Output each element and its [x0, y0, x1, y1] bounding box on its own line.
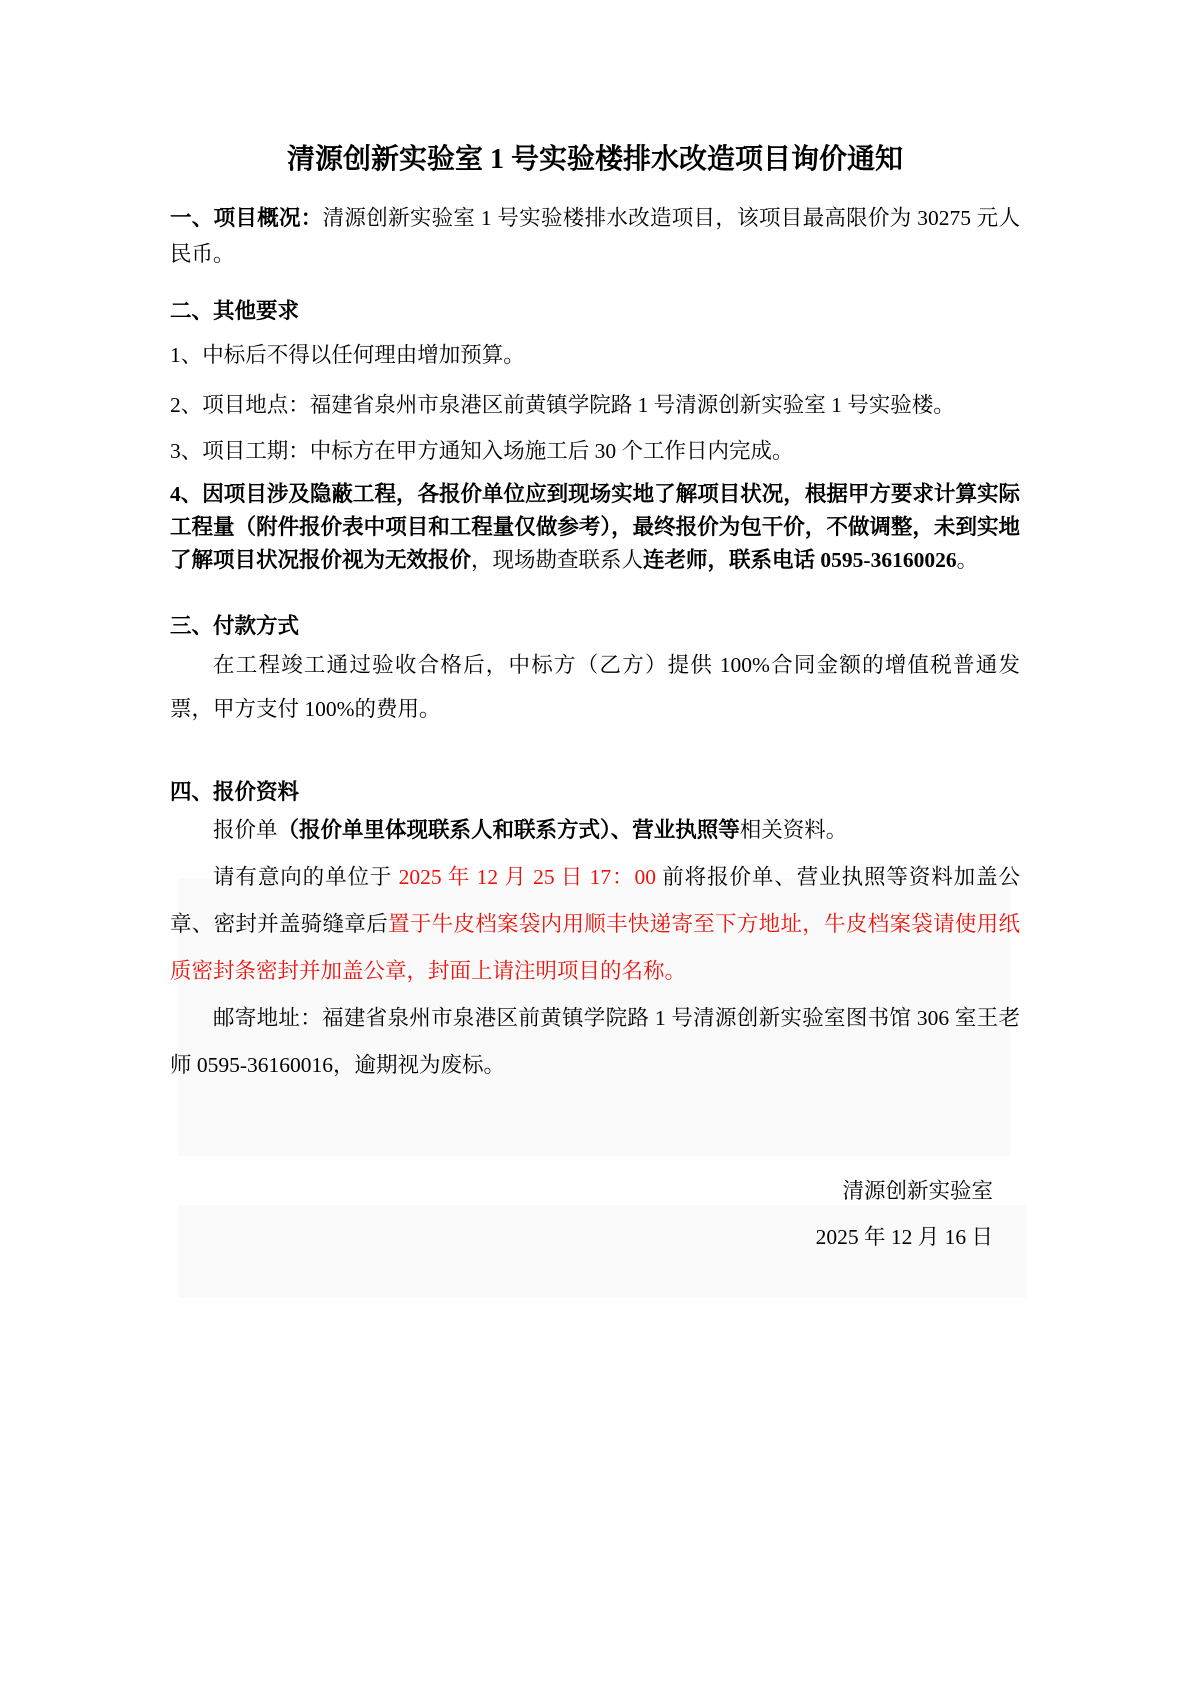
text-run: ，现场勘查联系人	[471, 548, 644, 572]
text-run: 。	[956, 548, 979, 572]
text-run: 1、中标后不得以任何理由增加预算。	[170, 343, 525, 367]
section2-heading: 二、其他要求	[170, 299, 300, 323]
text-run: （报价单里体现联系人和联系方式）、营业执照等	[277, 818, 740, 842]
text-run: 清源创新实验室 1 号实验楼排水改造项目，该项目最高限价为 30275 元人民币。	[170, 206, 1020, 266]
text-run: 在工程竣工通过验收合格后，中标方（乙方）提供 100%合同金额的增值税普通发票，甲方支付 100%的费用。	[170, 653, 1020, 721]
signature-organization: 清源创新实验室	[842, 1179, 993, 1203]
section3-heading: 三、付款方式	[170, 614, 300, 638]
document-content	[170, 0, 1020, 1257]
section4-materials-paragraph	[170, 807, 1020, 854]
text-run: 2、项目地点：福建省泉州市泉港区前黄镇学院路 1 号清源创新实验室 1 号实验楼。	[170, 393, 955, 417]
text-run: 4、因项目涉及隐蔽工程，各报价单位应到现场实地了解项目状况，根据甲方要求计算实际工程量（附件报价表中项目和工程量仅做参考），最终报价为包干价，不做调整，未到实地了解项目状况报价视为无效报价	[170, 482, 1020, 572]
text-run: 请有意向的单位于	[213, 865, 399, 889]
section1-overview-paragraph	[170, 200, 1020, 272]
section2-item2	[170, 382, 1020, 428]
text-run: 连老师，联系电话 0595-36160026	[643, 548, 957, 572]
text-run: 2025 年 12 月 25 日 17：00	[398, 865, 663, 889]
section4-mailing-address-paragraph	[170, 995, 1020, 1089]
section3-payment-paragraph	[170, 643, 1020, 731]
text-run: 报价单	[213, 818, 278, 842]
document-title: 清源创新实验室 1 号实验楼排水改造项目询价通知	[286, 144, 903, 175]
section4-deadline-paragraph	[170, 854, 1020, 995]
signature-date: 2025 年 12 月 16 日	[815, 1225, 993, 1249]
text-run: 一、项目概况：	[170, 206, 323, 230]
text-run: 置于牛皮档案袋内用顺丰快递寄至下方地址，牛皮档案袋请使用纸质密封条密封并加盖公章，封面上请注明项目的名称。	[170, 912, 1020, 983]
text-run: 前将报价单、营业执照等资料加盖公章、密封并盖骑缝章后	[170, 865, 1020, 936]
section2-item1	[170, 332, 1020, 378]
section4-heading: 四、报价资料	[170, 780, 300, 804]
section2-item4	[170, 478, 1020, 577]
text-run: 邮寄地址：福建省泉州市泉港区前黄镇学院路 1 号清源创新实验室图书馆 306 室王老师 0595-36160016，逾期视为废标。	[170, 1006, 1020, 1077]
text-run: 3、项目工期：中标方在甲方通知入场施工后 30 个工作日内完成。	[170, 439, 794, 463]
text-run: 相关资料。	[739, 818, 848, 842]
section2-item3	[170, 428, 1020, 474]
